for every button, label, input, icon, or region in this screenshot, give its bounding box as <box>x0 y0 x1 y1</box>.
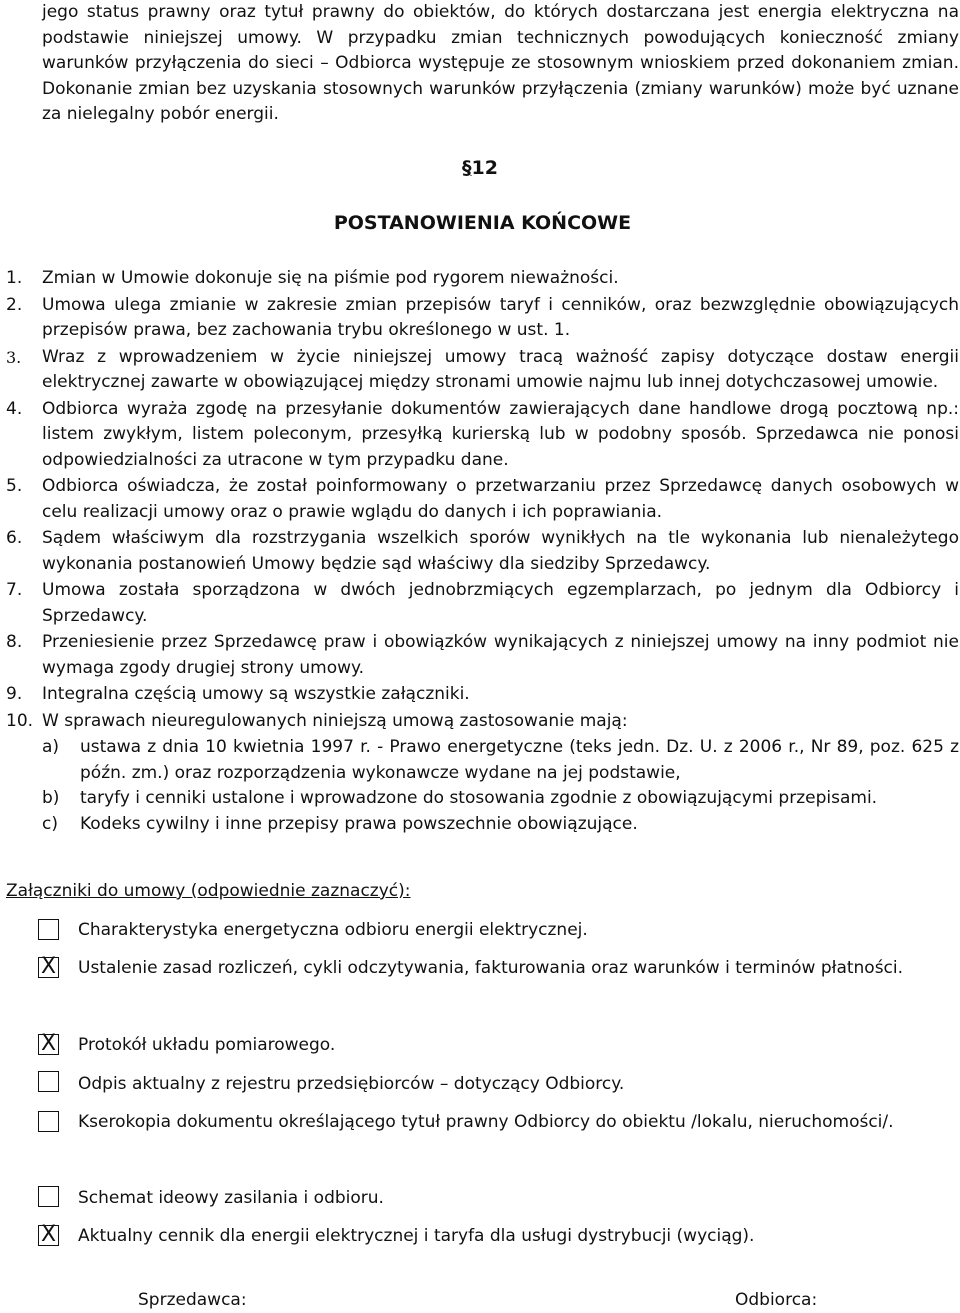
list-item <box>0 578 960 629</box>
item-number: 6. <box>6 528 23 548</box>
list-item <box>0 474 960 525</box>
sub-item-text: Kodeks cywilny i inne przepisy prawa powszechnie obowiązujące. <box>80 813 638 834</box>
item-number: 7. <box>6 580 23 600</box>
item-number: 5. <box>6 476 23 496</box>
list-item <box>0 397 960 474</box>
attachment-checkbox[interactable] <box>38 1186 59 1207</box>
attachment-checkbox[interactable] <box>38 919 59 940</box>
item-text: Integralna częścią umowy są wszystkie załączniki. <box>42 684 470 704</box>
attachment-label: Protokół układu pomiarowego. <box>78 1035 336 1055</box>
item-text: Wraz z wprowadzeniem w życie niniejszej umowy tracą ważność zapisy dotyczące dostaw energii elektrycznej zawarte w obowiązującej między stronami umowie najmu lub innej dotychczasowej umowie. <box>42 346 959 392</box>
list-item <box>0 345 960 396</box>
seller-signature-label: Sprzedawca: <box>138 1290 247 1310</box>
list-item <box>0 266 960 292</box>
item-number: 4. <box>6 398 23 419</box>
item-number: 3. <box>6 347 22 367</box>
item-text: Odbiorca oświadcza, że został poinformowany o przetwarzaniu przez Sprzedawcę danych osobowych w celu realizacji umowy oraz o prawie wglądu do danych i ich poprawiania. <box>42 476 959 522</box>
section-number-value: 12 <box>471 157 498 179</box>
section-title: POSTANOWIENIA KOŃCOWE <box>333 212 632 234</box>
provisions-list <box>0 266 960 837</box>
item-text: Odbiorca wyraża zgodę na przesyłanie dokumentów zawierających dane handlowe drogą pocztową np.: listem zwykłym, listem poleconym, przesyłką kurierską lub w podobny sposób. Sprzedawca nie ponosi odpowiedzialności za utracone w tym przypadku dane. <box>42 398 959 470</box>
sub-item-letter: a) <box>42 737 60 757</box>
list-item <box>0 293 960 344</box>
attachment-checkbox[interactable]: X <box>38 957 59 978</box>
attachment-label: Aktualny cennik dla energii elektrycznej i taryfa dla usługi dystrybucji (wyciąg). <box>78 1226 755 1246</box>
sub-list-item <box>0 812 960 838</box>
attachment-label: Schemat ideowy zasilania i odbioru. <box>78 1188 384 1208</box>
item-number: 8. <box>6 632 23 652</box>
sub-list-item <box>0 735 960 786</box>
sub-item-letter: b) <box>42 788 60 808</box>
list-item <box>0 709 960 735</box>
attachments-title: Załączniki do umowy (odpowiednie zaznaczyć): <box>6 881 411 901</box>
attachment-checkbox[interactable] <box>38 1111 59 1132</box>
item-number: 2. <box>6 294 23 315</box>
section-symbol: § <box>462 157 472 179</box>
intro-paragraph: jego status prawny oraz tytuł prawny do obiektów, do których dostarczana jest energia elektryczna na podstawie niniejszej umowy. W przypadku zmian technicznych powodujących konieczność zmiany warunków przyłączenia do sieci – Odbiorca występuje ze stosownym wnioskiem przed dokonaniem zmian. Dokonanie zmian bez uzyskania stosownych warunków przyłączenia (zmiany warunków) może być uznane za nielegalny pobór energii. <box>42 2 959 124</box>
item-text: Umowa została sporządzona w dwóch jednobrzmiących egzemplarzach, po jednym dla Odbiorcy i Sprzedawcy. <box>42 580 959 626</box>
item-number: 9. <box>6 684 23 704</box>
item-text: Sądem właściwym dla rozstrzygania wszelkich sporów wynikłych na tle wykonania lub nienależytego wykonania postanowień Umowy będzie sąd właściwy dla siedziby Sprzedawcy. <box>42 528 959 574</box>
list-item <box>0 682 960 708</box>
sub-item-text: ustawa z dnia 10 kwietnia 1997 r. - Prawo energetyczne (teks jedn. Dz. U. z 2006 r., Nr 89, poz. 625 z późn. zm.) oraz rozporządzenia wykonawcze wydane na jej podstawie, <box>80 737 959 783</box>
section-number <box>0 157 960 179</box>
attachment-label: Charakterystyka energetyczna odbioru energii elektrycznej. <box>78 920 588 940</box>
buyer-signature-label: Odbiorca: <box>735 1290 818 1310</box>
item-text: Zmian w Umowie dokonuje się na piśmie pod rygorem nieważności. <box>42 268 619 288</box>
item-text: W sprawach nieuregulowanych niniejszą umową zastosowanie mają: <box>42 710 628 731</box>
sub-item-letter: c) <box>42 813 58 834</box>
item-text: Umowa ulega zmianie w zakresie zmian przepisów taryf i cenników, oraz bezwzględnie obowiązujących przepisów prawa, bez zachowania trybu określonego w ust. 1. <box>42 294 959 340</box>
attachment-checkbox[interactable]: X <box>38 1034 59 1055</box>
attachment-label: Kserokopia dokumentu określającego tytuł prawny Odbiorcy do obiektu /lokalu, nieruchomości/. <box>78 1112 894 1132</box>
list-item <box>0 526 960 577</box>
item-number: 1. <box>6 268 23 288</box>
attachment-label: Odpis aktualny z rejestru przedsiębiorców – dotyczący Odbiorcy. <box>78 1074 625 1094</box>
sub-item-text: taryfy i cenniki ustalone i wprowadzone do stosowania zgodnie z obowiązującymi przepisami. <box>80 788 878 808</box>
attachment-checkbox[interactable] <box>38 1071 59 1092</box>
item-text: Przeniesienie przez Sprzedawcę praw i obowiązków wynikających z niniejszej umowy na inny podmiot nie wymaga zgody drugiej strony umowy. <box>42 632 959 678</box>
attachment-label: Ustalenie zasad rozliczeń, cykli odczytywania, fakturowania oraz warunków i terminów płatności. <box>78 958 904 978</box>
sub-list-item <box>0 786 960 812</box>
attachment-checkbox[interactable]: X <box>38 1225 59 1246</box>
list-item <box>0 630 960 681</box>
item-number: 10. <box>6 710 34 731</box>
